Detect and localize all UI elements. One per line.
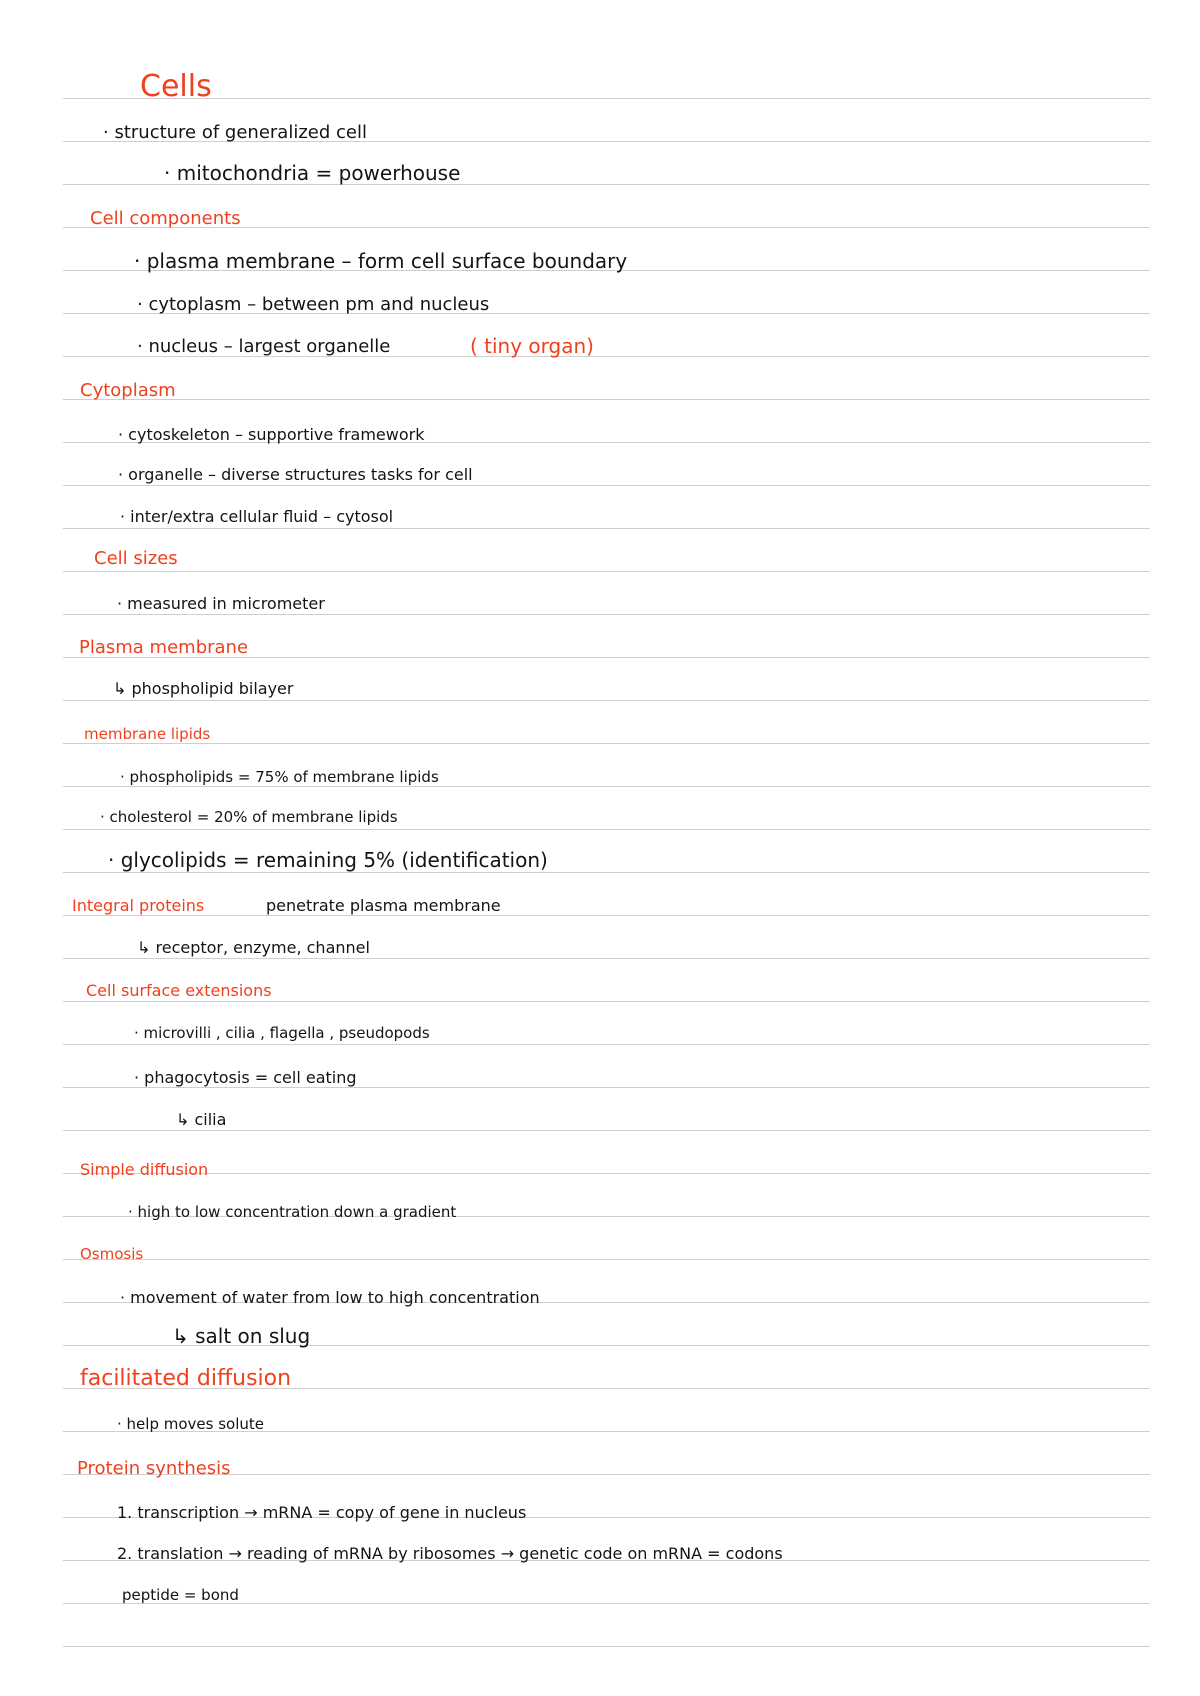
note-line: · organelle – diverse structures tasks for cell <box>118 465 473 484</box>
section-heading: Cell components <box>90 208 241 229</box>
note-line: peptide = bond <box>122 1586 239 1604</box>
note-line: ↳ phospholipid bilayer <box>113 679 294 698</box>
note-line: · mitochondria = powerhouse <box>164 161 461 185</box>
note-line: ↳ cilia <box>176 1110 227 1129</box>
section-heading: facilitated diffusion <box>80 1366 292 1391</box>
note-line: · cytoskeleton – supportive framework <box>118 425 425 444</box>
note-line: ↳ receptor, enzyme, channel <box>137 938 370 957</box>
note-line: · cytoplasm – between pm and nucleus <box>137 294 490 315</box>
ruled-line <box>63 958 1150 959</box>
ruled-line <box>63 786 1150 787</box>
note-aside: ( tiny organ) <box>470 334 594 358</box>
note-line: · glycolipids = remaining 5% (identification) <box>108 848 548 872</box>
page-title: Cells <box>140 69 212 104</box>
ruled-line <box>63 98 1150 99</box>
note-line: · plasma membrane – form cell surface boundary <box>134 249 628 273</box>
ruled-line <box>63 829 1150 830</box>
section-heading: Plasma membrane <box>79 637 249 658</box>
ruled-line <box>63 872 1150 873</box>
note-line: · help moves solute <box>117 1415 264 1433</box>
note-line: ↳ salt on slug <box>172 1324 311 1348</box>
note-line: · inter/extra cellular fluid – cytosol <box>120 507 394 526</box>
note-line: · phagocytosis = cell eating <box>134 1068 357 1087</box>
ruled-line <box>63 571 1150 572</box>
note-line: penetrate plasma membrane <box>266 896 501 915</box>
section-heading: Cell sizes <box>94 548 178 569</box>
ruled-line <box>63 399 1150 400</box>
note-line: · movement of water from low to high concentration <box>120 1288 540 1307</box>
ruled-line <box>63 528 1150 529</box>
note-line: · high to low concentration down a gradient <box>128 1203 457 1221</box>
note-line: · structure of generalized cell <box>103 122 367 143</box>
note-line: · nucleus – largest organelle <box>137 336 391 357</box>
ruled-line <box>63 1173 1150 1174</box>
note-line: 1. transcription → mRNA = copy of gene in nucleus <box>117 1503 527 1522</box>
section-heading: Osmosis <box>80 1245 144 1263</box>
ruled-line <box>63 915 1150 916</box>
ruled-line <box>63 1130 1150 1131</box>
ruled-line <box>63 1646 1150 1647</box>
note-line: · microvilli , cilia , flagella , pseudopods <box>134 1024 430 1042</box>
section-heading: Protein synthesis <box>77 1458 231 1479</box>
section-heading: Simple diffusion <box>80 1160 209 1179</box>
section-heading: membrane lipids <box>84 725 211 743</box>
ruled-line <box>63 1044 1150 1045</box>
ruled-line <box>63 1259 1150 1260</box>
ruled-line <box>63 743 1150 744</box>
ruled-line <box>63 1001 1150 1002</box>
note-line: · measured in micrometer <box>117 594 325 613</box>
note-line: · cholesterol = 20% of membrane lipids <box>100 808 398 826</box>
section-heading: Cell surface extensions <box>86 981 272 1000</box>
ruled-line <box>63 1087 1150 1088</box>
ruled-line <box>63 485 1150 486</box>
ruled-line <box>63 700 1150 701</box>
section-heading: Cytoplasm <box>80 380 176 401</box>
note-line: · phospholipids = 75% of membrane lipids <box>120 768 439 786</box>
section-heading: Integral proteins <box>72 896 205 915</box>
note-line: 2. translation → reading of mRNA by ribosomes → genetic code on mRNA = codons <box>117 1544 783 1563</box>
ruled-line <box>63 614 1150 615</box>
